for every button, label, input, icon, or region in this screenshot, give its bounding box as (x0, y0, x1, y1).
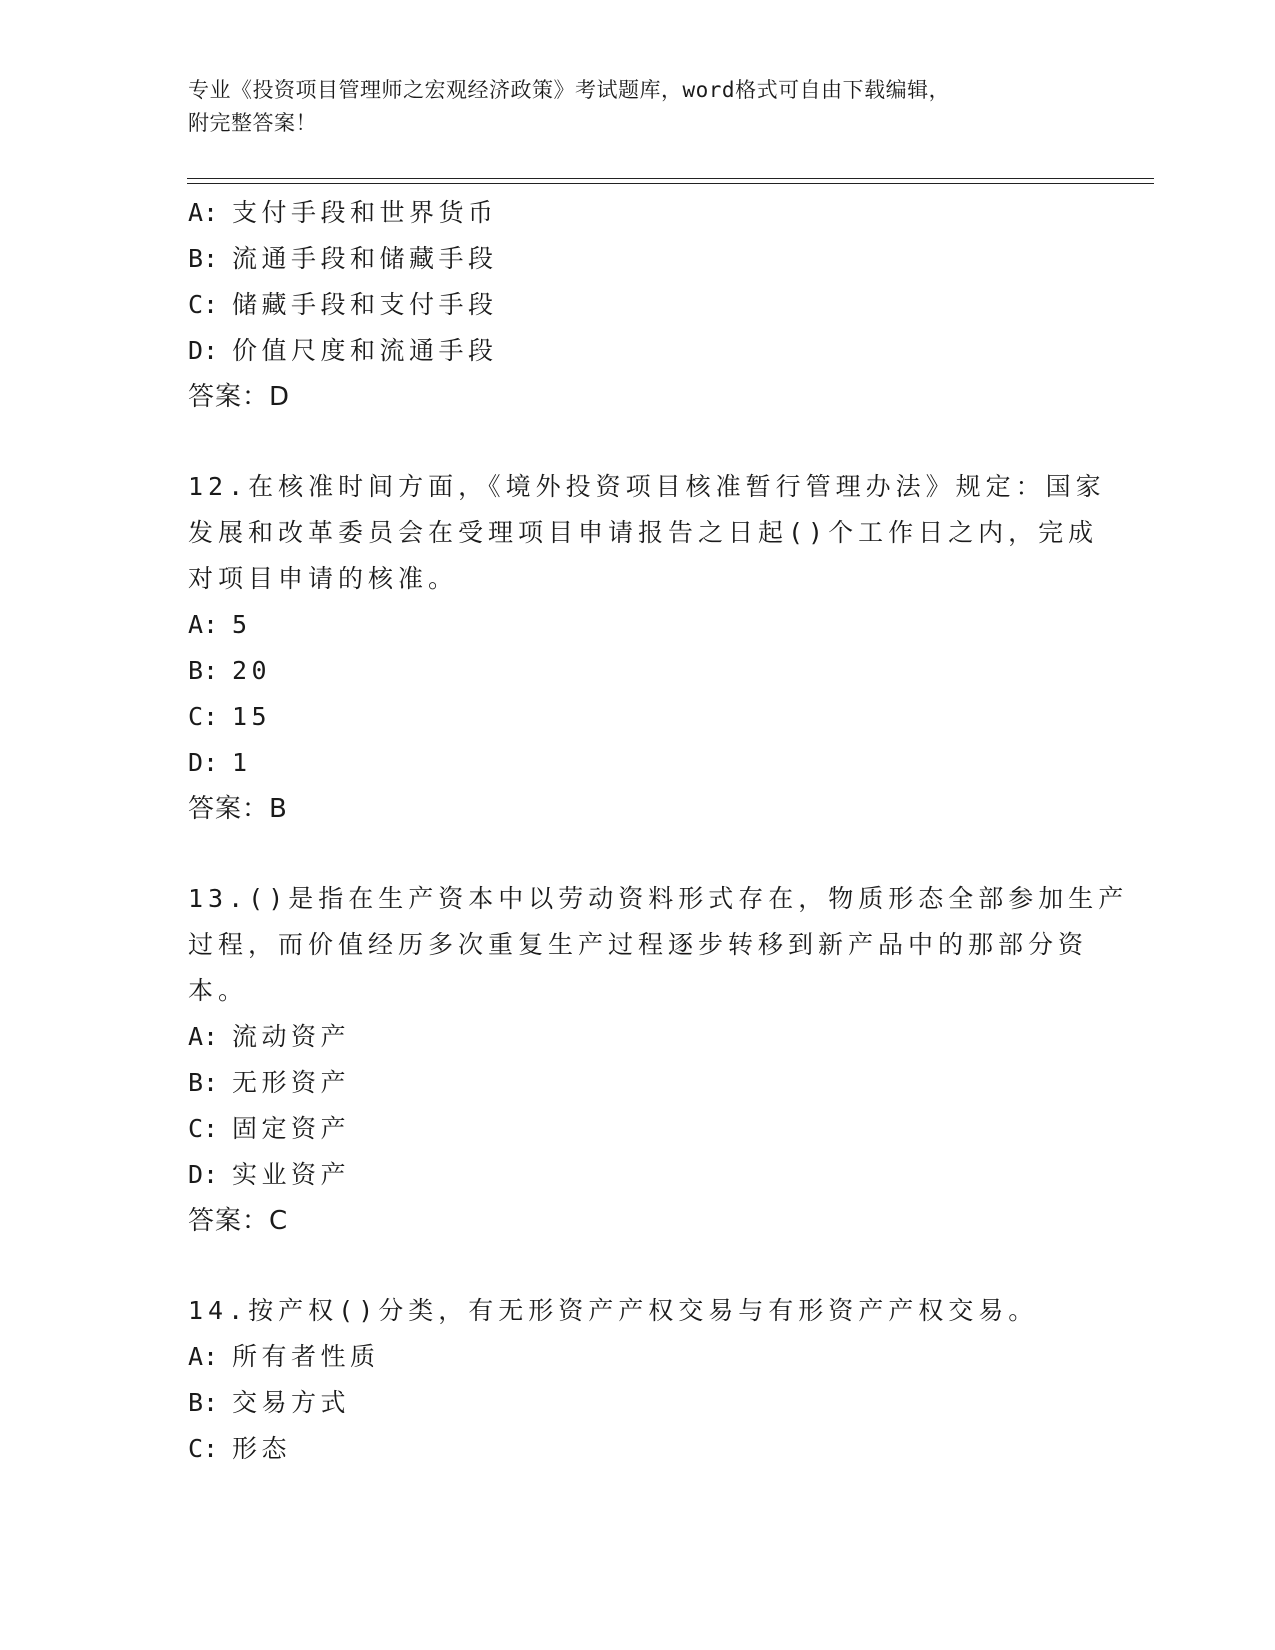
option-c: C: 形态 (188, 1434, 292, 1463)
question-stem-line: 过程，而价值经历多次重复生产过程逐步转移到新产品中的那部分资 (188, 930, 1089, 959)
question-stem-line: 14.按产权()分类，有无形资产产权交易与有形资产产权交易。 (188, 1296, 1039, 1325)
option-a: A: 5 (188, 610, 252, 639)
answer-line: 答案：C (188, 1206, 289, 1236)
option-a: A: 支付手段和世界货币 (188, 198, 498, 227)
option-d: D: 1 (188, 748, 252, 777)
option-b: B: 交易方式 (188, 1388, 351, 1417)
option-c: C: 储藏手段和支付手段 (188, 290, 498, 319)
answer-line: 答案：D (188, 382, 291, 412)
option-a: A: 流动资产 (188, 1022, 351, 1051)
header-divider-bottom (187, 183, 1154, 184)
option-b: B: 无形资产 (188, 1068, 351, 1097)
option-c: C: 固定资产 (188, 1114, 351, 1143)
option-a: A: 所有者性质 (188, 1342, 380, 1371)
header-line-2: 附完整答案！ (188, 111, 317, 135)
question-13 (188, 876, 1129, 1244)
question-stem-line: 12.在核准时间方面，《境外投资项目核准暂行管理办法》规定：国家 (188, 472, 1106, 501)
question-12 (188, 464, 1106, 832)
header-divider-top (187, 178, 1154, 179)
option-d: D: 实业资产 (188, 1160, 351, 1189)
question-stem-line: 对项目申请的核准。 (188, 564, 459, 593)
question-partial (188, 190, 1088, 420)
question-stem-line: 13.()是指在生产资本中以劳动资料形式存在，物质形态全部参加生产 (188, 884, 1129, 913)
question-stem-line: 本。 (188, 976, 249, 1005)
option-b: B: 流通手段和储藏手段 (188, 244, 498, 273)
question-content (188, 190, 1129, 1472)
header-line-1: 专业《投资项目管理师之宏观经济政策》考试题库，word格式可自由下载编辑， (188, 78, 951, 102)
document-header (188, 74, 1088, 140)
answer-line: 答案：B (188, 794, 288, 824)
option-d: D: 价值尺度和流通手段 (188, 336, 498, 365)
option-b: B: 20 (188, 656, 272, 685)
option-c: C: 15 (188, 702, 272, 731)
question-stem-line: 发展和改革委员会在受理项目申请报告之日起()个工作日之内，完成 (188, 518, 1099, 547)
question-14 (188, 1288, 1088, 1472)
